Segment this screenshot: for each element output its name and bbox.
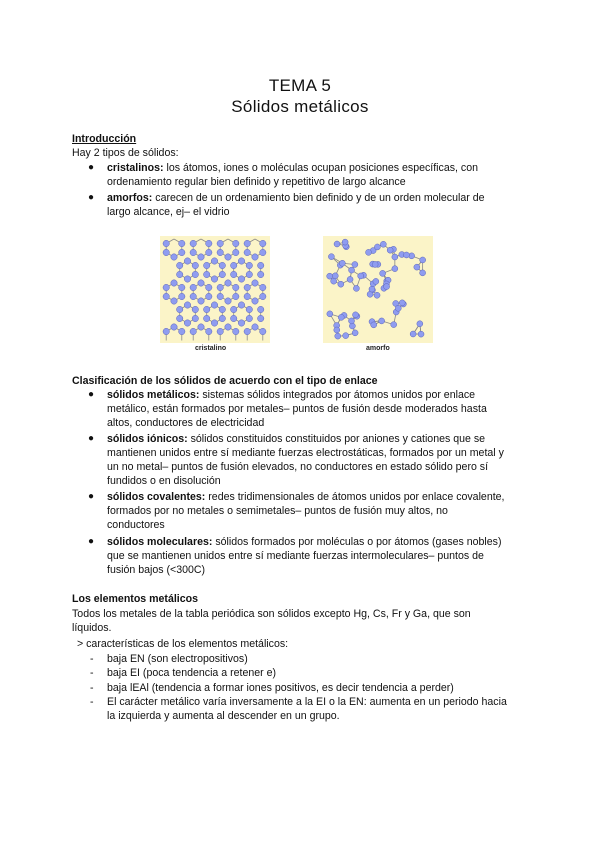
class-item-ionic [107,432,485,446]
class-item-line: fusión bajos (<300C) [107,564,206,576]
dash-item: baja EI (poca tendencia a retener e) [107,667,277,679]
class-item-line: formados por no metales o semimetales– puntos de fusión muy altos, no [107,505,448,517]
intro-lead: Hay 2 tipos de sólidos: [72,147,179,159]
dash-item-line: la izquierda y aumenta al descender en un grupo. [107,710,340,722]
class-item-line: que se mantienen unidos entre sí mediante fuerzas intermoleculares– puntos de [107,550,484,562]
dash-icon: - [90,667,94,679]
intro-item-amorphous [107,191,485,205]
intro-item-crystalline [107,161,478,175]
bullet-icon: ● [88,433,95,444]
crystalline-caption: cristalino [195,345,227,352]
amorphous-structure-image [323,236,433,343]
class-item-line: fundidos o en disolución [107,475,221,487]
class-item-line: un no metal– puntos de fusión elevados, no conductores en estado sólido pero sí [107,461,489,473]
term: sólidos moleculares: [107,536,213,548]
intro-heading: Introducción [72,133,137,145]
line: sistemas sólidos integrados por átomos unidos por enlace [199,389,476,401]
bullet-icon: ● [88,389,95,400]
crystalline-structure-image [160,236,270,343]
bullet-icon: ● [88,162,95,173]
dash-item: El carácter metálico varía inversamente a la EI o la EN: aumenta en un periodo hacia [107,696,507,708]
class-item-line: conductores [107,519,165,531]
class-item-covalent [107,490,504,504]
classification-heading: Clasificación de los sólidos de acuerdo con el tipo de enlace [72,375,378,387]
dash-item: baja lEAl (tendencia a formar iones positivos, es decir tendencia a perder) [107,682,454,694]
elements-paragraph-line: Todos los metales de la tabla periódica son sólidos excepto Hg, Cs, Fr y Ga, que son [72,608,471,620]
term: cristalinos: [107,162,164,174]
term: sólidos metálicos: [107,389,200,401]
line: sólidos formados por moléculas o por átomos (gases nobles) [212,536,502,548]
elements-heading: Los elementos metálicos [72,593,198,605]
dash-icon: - [90,696,94,708]
amorphous-caption: amorfo [366,345,390,352]
line: carecen de un ordenamiento bien definido y de un orden molecular de [152,192,485,204]
bullet-icon: ● [88,536,95,547]
term: amorfos: [107,192,153,204]
intro-item-crystalline-line: ordenamiento regular bien definido y repetitivo de largo alcance [107,176,406,188]
class-item-molecular [107,535,502,549]
line: redes tridimensionales de átomos unidos por enlace covalente, [205,491,505,503]
class-item-line: altos, conductores de electricidad [107,417,265,429]
dash-icon: - [90,682,94,694]
intro-item-amorphous-line: largo alcance, ej– el vidrio [107,206,230,218]
class-item-metallic [107,388,475,402]
dash-icon: - [90,653,94,665]
page-subtitle: Sólidos metálicos [231,97,369,116]
elements-paragraph-line: líquidos. [72,622,112,634]
bullet-icon: ● [88,491,95,502]
elements-subheading: > características de los elementos metálicos: [77,638,289,650]
dash-item: baja EN (son electropositivos) [107,653,248,665]
line: sólidos constituidos constituidos por aniones y cationes que se [187,433,486,445]
page-title: TEMA 5 [268,76,332,95]
term: sólidos iónicos: [107,433,188,445]
term: sólidos covalentes: [107,491,206,503]
class-item-line: metálico, están formados por metales– puntos de fusión desde moderados hasta [107,403,487,415]
line: los átomos, iones o moléculas ocupan posiciones específicas, con [163,162,478,174]
class-item-line: mantienen unidos entre sí mediante fuerzas electrostáticas, formados por un metal y [107,447,504,459]
bullet-icon: ● [88,192,95,203]
